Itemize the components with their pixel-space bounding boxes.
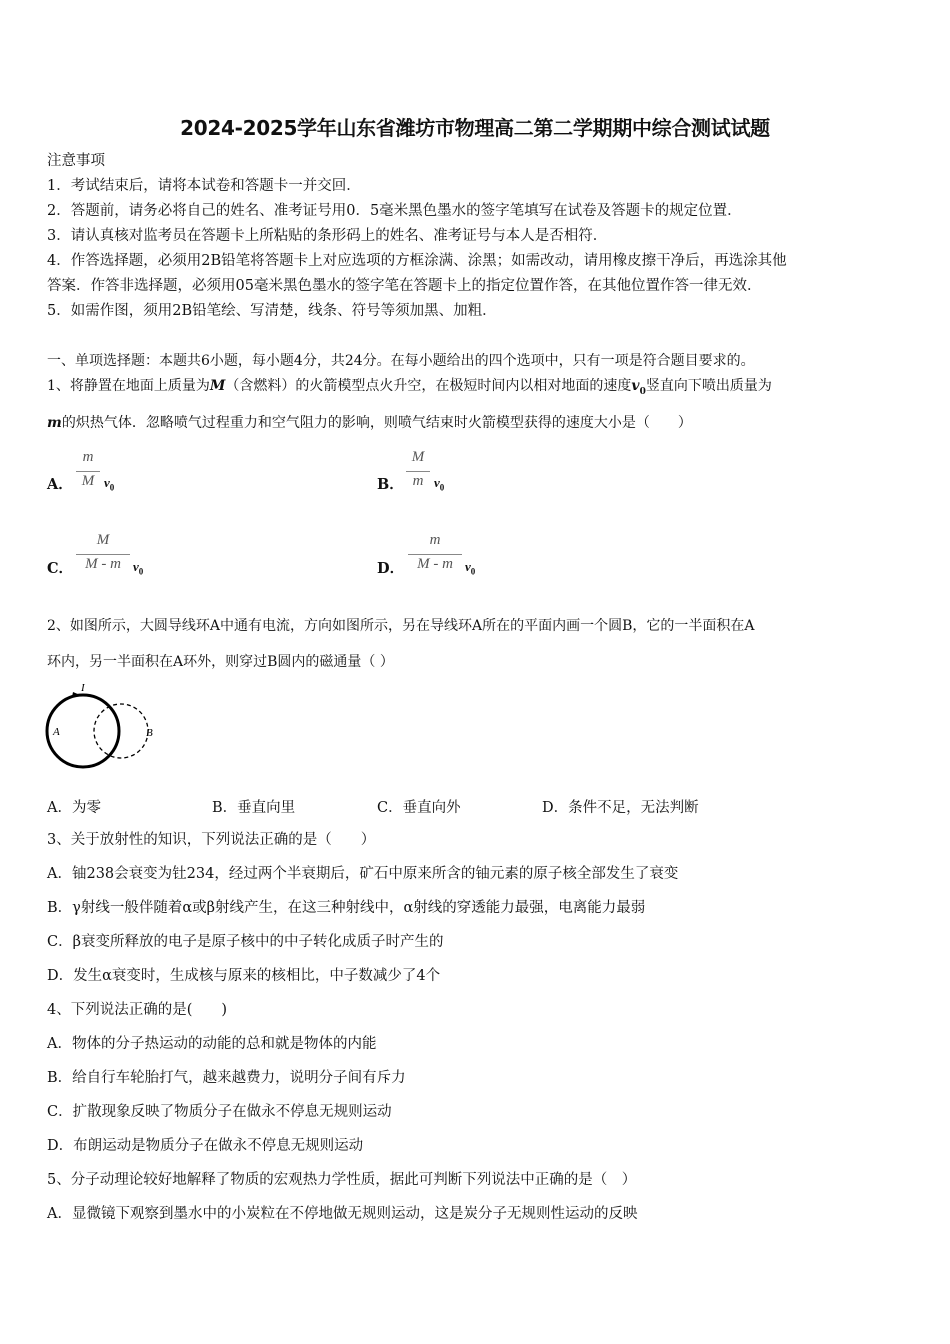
q1-var-v-sub: 0 (639, 386, 646, 397)
notice-item: 1．考试结束后，请将本试卷和答题卡一并交回． (47, 178, 361, 194)
notice-item: 答案．作答非选择题，必须用05毫米黑色墨水的签字笔在答题卡上的指定位置作答，在其他位置作答一律无效． (47, 278, 762, 294)
q3-option-c: C．β衰变所释放的电子是原子核中的中子转化成质子时产生的 (47, 934, 444, 950)
fraction-numerator: m (82, 449, 94, 465)
notice-item: 5．如需作图，须用2B铅笔绘、写清楚，线条、符号等须加黑、加粗． (47, 303, 497, 319)
fraction-bar (76, 554, 130, 555)
q1-option-d-v0: $v_0$ (465, 559, 476, 577)
page-title: 2024-2025学年山东省潍坊市物理高二第二学期期中综合测试试题 (180, 116, 770, 140)
q2-option-c: C．垂直向外 (377, 800, 461, 816)
q2-option-b: B．垂直向里 (212, 800, 296, 816)
fraction-numerator: m (429, 532, 441, 548)
q1-var-v: v (631, 378, 640, 394)
fraction-denominator: M - m (417, 556, 453, 572)
notice-item: 3．请认真核对监考员在答题卡上所粘贴的条形码上的姓名、准考证号与本人是否相符． (47, 228, 608, 244)
q1-option-c-label: C． (47, 560, 74, 577)
q2-stem-line1: 2、如图所示，大圆导线环A中通有电流，方向如图所示，另在导线环A所在的平面内画一个圆B，它的一半面积在A (47, 618, 755, 634)
q1-option-b-v0: $v_0$ (434, 475, 445, 493)
q3-option-d: D．发生α衰变时，生成核与原来的核相比，中子数减少了4个 (47, 968, 441, 984)
q1-option-b-label: B． (377, 476, 404, 493)
q1-option-a-fraction (76, 449, 100, 493)
ring-a-label: A (53, 726, 60, 738)
q4-option-b: B．给自行车轮胎打气，越来越费力，说明分子间有斥力 (47, 1070, 406, 1086)
fraction-bar (406, 471, 430, 472)
q1-text-a: 1、将静置在地面上质量为 (47, 378, 210, 394)
ring-b-label: B (146, 727, 153, 739)
ring-b-circle (94, 704, 148, 758)
fraction-numerator: M (96, 532, 110, 548)
q1-option-d-label: D． (377, 560, 405, 577)
q3-stem: 3、关于放射性的知识，下列说法正确的是（ ） (47, 832, 376, 848)
notice-heading: 注意事项 (47, 153, 105, 169)
q1-var-m: m (47, 415, 62, 431)
fraction-bar (76, 471, 100, 472)
q4-option-a: A．物体的分子热运动的动能的总和就是物体的内能 (47, 1036, 377, 1052)
q1-stem-line2 (47, 413, 692, 433)
q4-option-d: D．布朗运动是物质分子在做永不停息无规则运动 (47, 1138, 364, 1154)
q1-text-c: 竖直向下喷出质量为 (645, 378, 772, 394)
q2-stem-line2: 环内，另一半面积在A环外，则穿过B圆内的磁通量（ ） (47, 654, 394, 670)
fraction-denominator: M (81, 473, 95, 489)
q1-text-d: 的炽热气体．忽略喷气过程重力和空气阻力的影响，则喷气结束时火箭模型获得的速度大小是（ ） (61, 415, 692, 431)
q1-var-M: M (209, 378, 226, 394)
q1-option-a-label: A． (47, 476, 73, 493)
q4-option-c: C．扩散现象反映了物质分子在做永不停息无规则运动 (47, 1104, 392, 1120)
fraction-denominator: m (412, 473, 424, 489)
q2-option-d: D．条件不足，无法判断 (542, 800, 699, 816)
q1-stem-line1 (47, 376, 772, 402)
q5-option-a: A．显微镜下观察到墨水中的小炭粒在不停地做无规则运动，这是炭分子无规则性运动的反映 (47, 1206, 638, 1222)
q5-stem: 5、分子动理论较好地解释了物质的宏观热力学性质，据此可判断下列说法中正确的是（ ） (47, 1172, 637, 1188)
q2-figure-rings (42, 680, 162, 776)
q1-option-c-fraction (76, 532, 130, 576)
q1-text-b: （含燃料）的火箭模型点火升空，在极短时间内以相对地面的速度 (225, 378, 632, 394)
current-label: I (81, 682, 85, 694)
q4-stem: 4、下列说法正确的是( ) (47, 1002, 228, 1018)
q2-option-a: A．为零 (47, 800, 101, 816)
fraction-numerator: M (411, 449, 425, 465)
q3-option-b: B．γ射线一般伴随着α或β射线产生，在这三种射线中，α射线的穿透能力最强，电离能力最弱 (47, 900, 646, 916)
q1-option-c-v0: $v_0$ (133, 559, 144, 577)
notice-item: 2．答题前，请务必将自己的姓名、准考证号用0．5毫米黑色墨水的签字笔填写在试卷及答题卡的规定位置． (47, 203, 742, 219)
q1-option-a-v0: $v_0$ (104, 475, 115, 493)
fraction-bar (408, 554, 462, 555)
q1-option-d-fraction (408, 532, 462, 576)
q1-option-b-fraction (406, 449, 430, 493)
q3-option-a: A．铀238会衰变为钍234，经过两个半衰期后，矿石中原来所含的铀元素的原子核全部发生了衰变 (47, 866, 679, 882)
notice-item: 4．作答选择题，必须用2B铅笔将答题卡上对应选项的方框涂满、涂黑；如需改动，请用橡皮擦干净后，再选涂其他 (47, 253, 787, 269)
fraction-denominator: M - m (85, 556, 121, 572)
section-heading: 一、单项选择题：本题共6小题，每小题4分，共24分。在每小题给出的四个选项中，只有一项是符合题目要求的。 (47, 353, 755, 369)
